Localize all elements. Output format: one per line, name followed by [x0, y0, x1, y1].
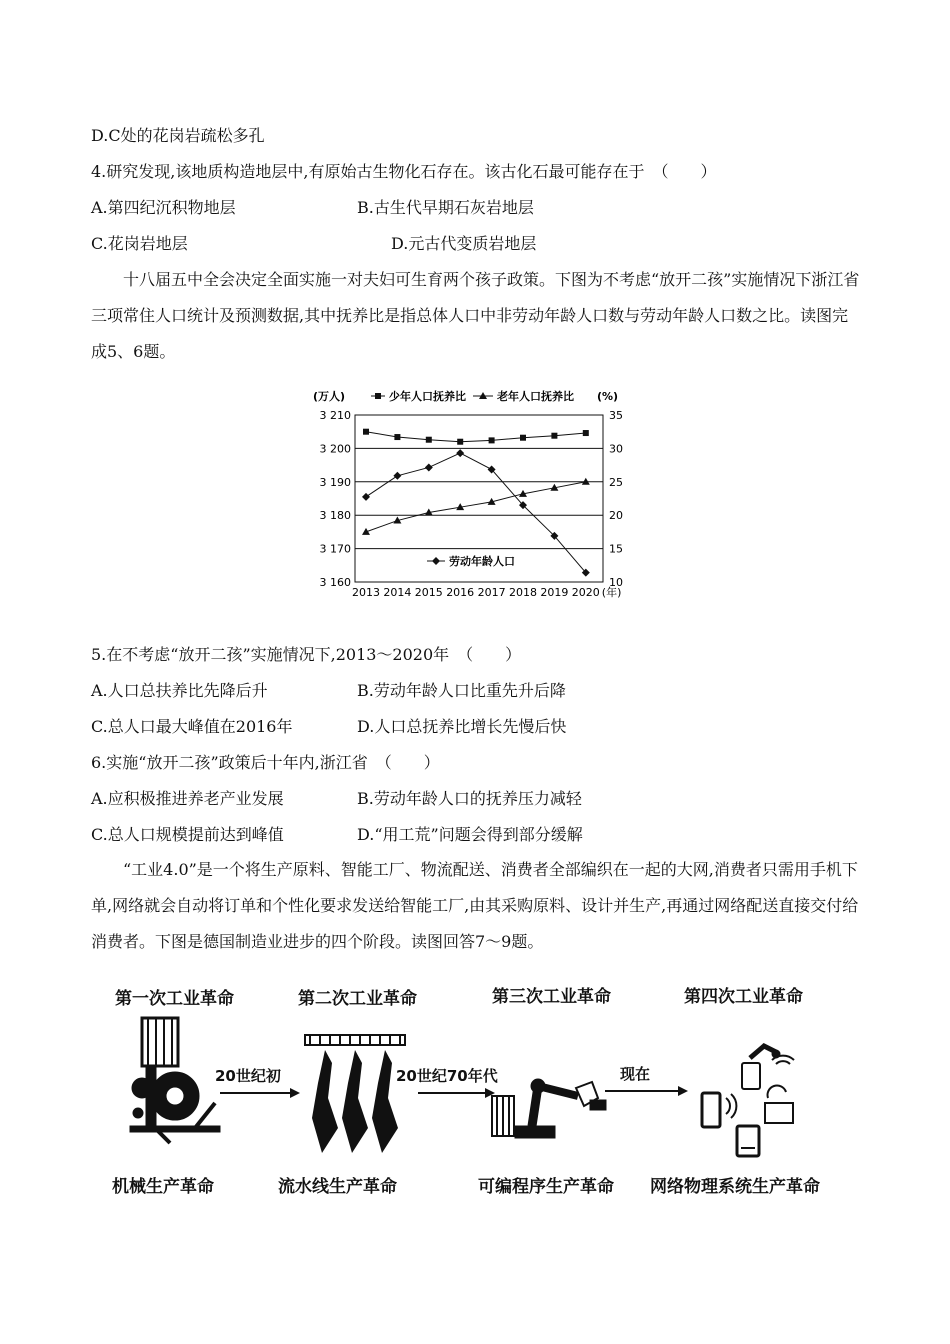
stage-1-caption: 机械生产革命 — [112, 1177, 214, 1197]
point-youth-ratio — [394, 434, 400, 440]
passage-industry: “工业4.0”是一个将生产原料、智能工厂、物流配送、消费者全部编织在一起的大网,消费者只需用手机下单,网络就会自动将订单和个性化要求发送给智能工厂,由其采购原料、设计并生产,再通过网络配送直接交付给消费者。下图是德国制造业进步的四个阶段。读图回答7～9题。 — [91, 860, 859, 951]
y-right-tick: 25 — [609, 475, 623, 489]
point-youth-ratio — [520, 435, 526, 441]
q5-option-a: A.人口总扶养比先降后升 — [91, 681, 268, 700]
y-left-tick: 3 200 — [319, 442, 351, 456]
q4-option-c: C.花岗岩地层 — [91, 234, 188, 253]
y-right-tick: 35 — [609, 409, 623, 422]
point-youth-ratio — [363, 429, 369, 435]
q6-option-a: A.应积极推进养老产业发展 — [91, 789, 284, 808]
point-youth-ratio — [551, 433, 557, 439]
legend-youth: 少年人口抚养比 — [389, 390, 466, 403]
x-tick: 2016 — [446, 586, 475, 599]
passage-zhejiang: 十八届五中全会决定全面实施一对夫妇可生育两个孩子政策。下图为不考虑“放开二孩”实施情况下浙江省三项常住人口统计及预测数据,其中抚养比是指总体人口中非劳动年龄人口数与劳动年龄人口数之比。读图完成5、6题。 — [91, 270, 860, 361]
y-left-tick: 3 210 — [319, 409, 351, 422]
assembly-line-icon — [305, 1035, 405, 1153]
q5-option-b: B.劳动年龄人口比重先升后降 — [357, 681, 566, 700]
network-devices-icon — [702, 1046, 794, 1156]
x-tick: 2015 — [414, 586, 443, 599]
q4-option-d: D.元古代变质岩地层 — [391, 234, 537, 253]
legend-inner-marker — [432, 557, 440, 565]
q3-option-d: D.C处的花岗岩疏松多孔 — [91, 126, 265, 145]
x-tick: 2013 — [352, 586, 380, 599]
q4-option-a: A.第四纪沉积物地层 — [91, 198, 236, 217]
q4-stem: 4.研究发现,该地质构造地层中,有原始古生物化石存在。该古化石最可能存在于 （ ） — [91, 162, 717, 181]
y-right-tick: 15 — [609, 542, 623, 556]
arrow-1-label: 20世纪初 — [215, 1067, 281, 1085]
q6-option-d: D.“用工荒”问题会得到部分缓解 — [357, 825, 583, 844]
x-tick: 2020 — [571, 586, 600, 599]
point-youth-ratio — [457, 439, 463, 445]
population-chart — [305, 383, 645, 608]
point-working-age — [456, 449, 464, 457]
point-working-age — [362, 493, 370, 501]
point-youth-ratio — [426, 437, 432, 443]
point-youth-ratio — [489, 437, 495, 443]
stage-3-caption: 可编程序生产革命 — [478, 1177, 614, 1197]
stage-4-title: 第四次工业革命 — [684, 987, 803, 1007]
x-tick: 2014 — [383, 586, 412, 599]
point-youth-ratio — [583, 430, 589, 436]
robot-arm-icon — [492, 1079, 606, 1138]
q6-stem: 6.实施“放开二孩”政策后十年内,浙江省 （ ） — [91, 753, 440, 772]
y-right-tick: 10 — [609, 576, 623, 589]
x-tick: 2019 — [540, 586, 569, 599]
legend-working-age: 劳动年龄人口 — [449, 555, 515, 568]
y-left-tick: 3 160 — [319, 576, 351, 589]
x-unit: (年) — [601, 586, 622, 599]
point-elderly-ratio — [582, 478, 590, 485]
y-left-tick: 3 190 — [319, 475, 351, 489]
q6-option-c: C.总人口规模提前达到峰值 — [91, 825, 284, 844]
y-right-unit: (%) — [597, 390, 619, 403]
x-tick: 2018 — [509, 586, 537, 599]
y-left-tick: 3 180 — [319, 509, 351, 523]
x-tick: 2017 — [477, 586, 506, 599]
point-working-age — [425, 463, 433, 471]
stage-3-title: 第三次工业革命 — [492, 987, 611, 1007]
stage-2-title: 第二次工业革命 — [298, 989, 417, 1009]
arrow-3-label: 现在 — [620, 1065, 651, 1083]
q6-option-b: B.劳动年龄人口的抚养压力减轻 — [357, 789, 582, 808]
y-right-tick: 20 — [609, 509, 623, 523]
point-working-age — [393, 472, 401, 480]
spinning-machine-icon — [130, 1018, 220, 1143]
y-left-unit: (万人) — [313, 390, 346, 403]
stage-4-caption: 网络物理系统生产革命 — [650, 1177, 820, 1197]
y-right-tick: 30 — [609, 442, 623, 456]
industry-stages-figure — [100, 978, 860, 1208]
q5-stem: 5.在不考虑“放开二孩”实施情况下,2013～2020年 （ ） — [91, 645, 522, 664]
q5-option-c: C.总人口最大峰值在2016年 — [91, 717, 293, 736]
q4-option-b: B.古生代早期石灰岩地层 — [357, 198, 534, 217]
q5-option-d: D.人口总抚养比增长先慢后快 — [357, 717, 567, 736]
legend-elderly: 老年人口抚养比 — [497, 390, 574, 403]
y-left-tick: 3 170 — [319, 542, 351, 556]
stage-2-caption: 流水线生产革命 — [278, 1177, 397, 1197]
arrow-2-label: 20世纪70年代 — [396, 1067, 498, 1085]
stage-1-title: 第一次工业革命 — [115, 989, 234, 1009]
